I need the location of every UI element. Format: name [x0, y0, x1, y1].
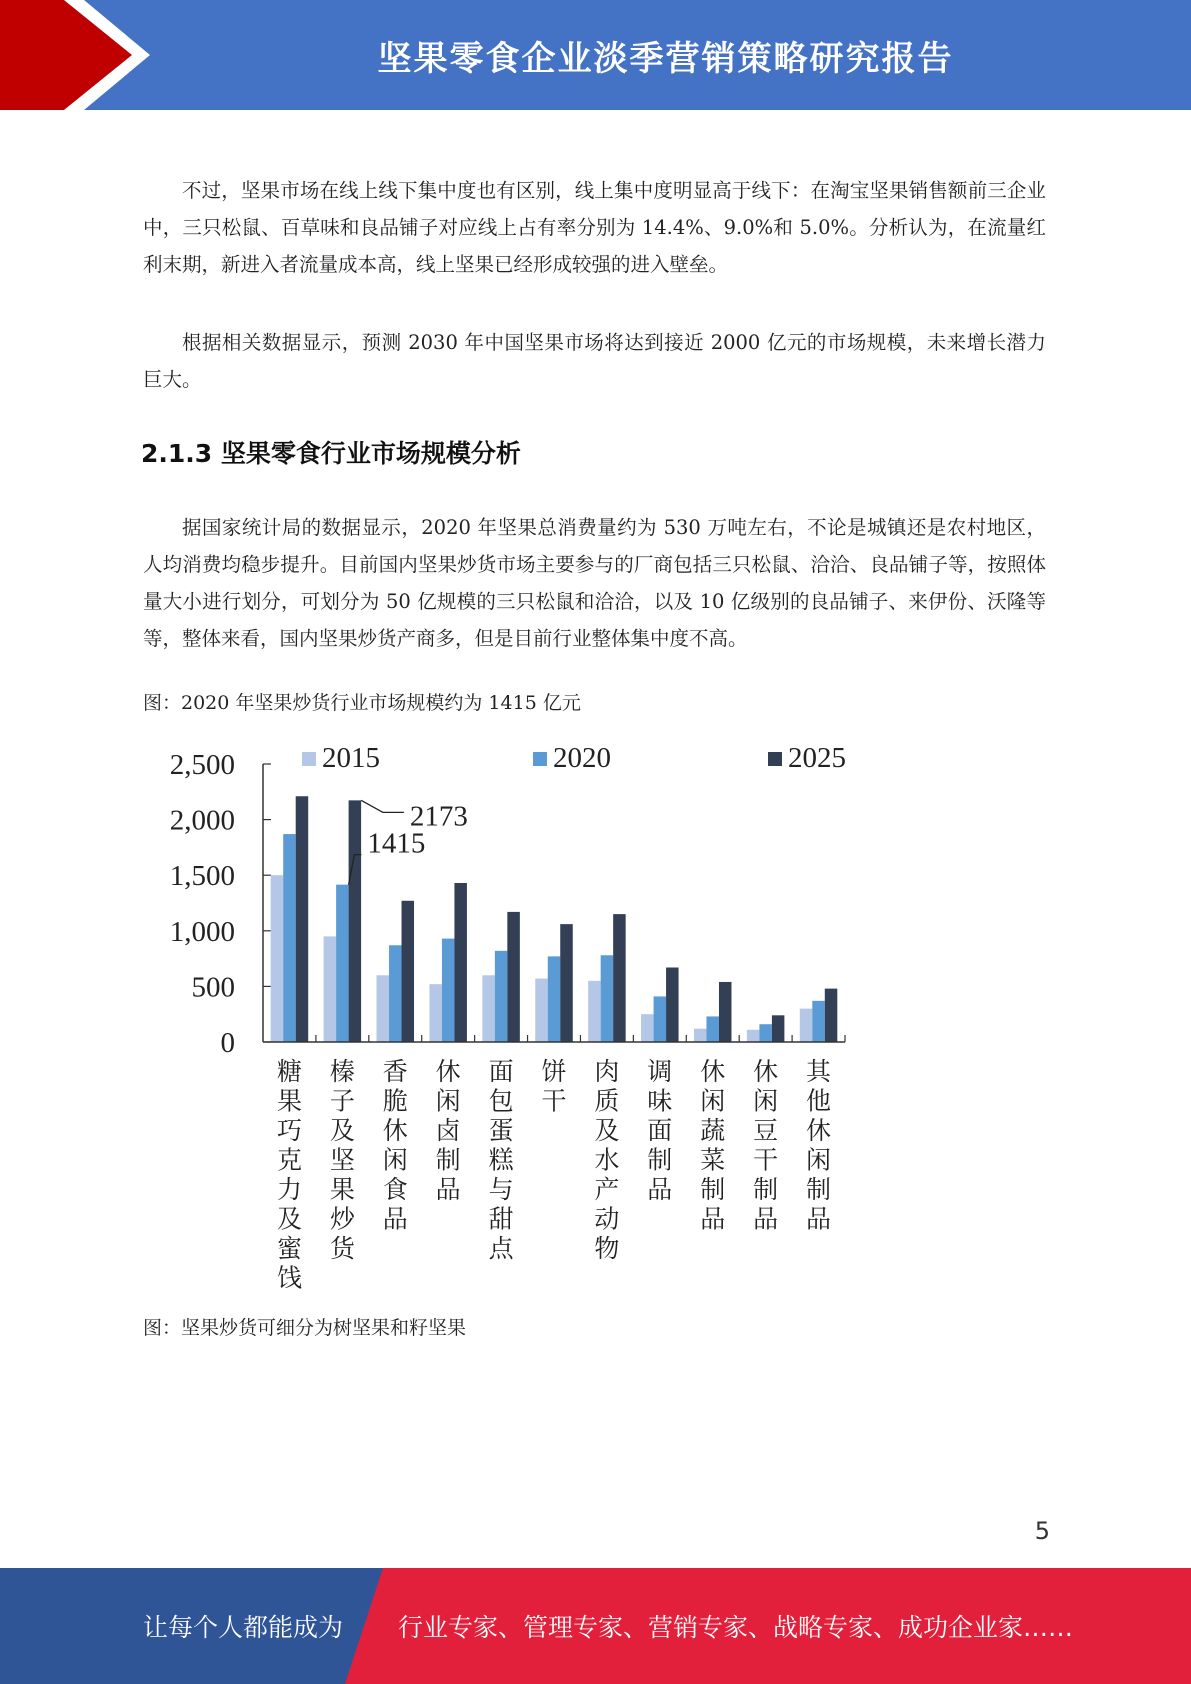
- legend-swatch-2015: [302, 752, 316, 766]
- x-category-label: 糖果巧克力及蜜饯: [276, 1059, 302, 1293]
- annotation-label: 1415: [367, 827, 426, 860]
- x-category-label: 休闲豆干制品: [753, 1059, 779, 1234]
- chart-annotations: [349, 800, 468, 884]
- x-category-label: 榛子及坚果炒货: [329, 1059, 355, 1263]
- footer-slogan-left: 让每个人都能成为: [143, 1613, 344, 1642]
- bar-2020: [442, 939, 455, 1042]
- annotation-label: 2173: [409, 800, 468, 833]
- legend-label-2025: 2025: [788, 742, 846, 774]
- legend-swatch-2020: [533, 752, 547, 766]
- footer-slogan-right: 行业专家、管理专家、营销专家、战略专家、成功企业家……: [398, 1613, 1074, 1642]
- legend-swatch-2025: [768, 752, 782, 766]
- bar-2015: [271, 875, 284, 1042]
- bar-2025: [772, 1015, 785, 1042]
- bar-2020: [389, 945, 402, 1042]
- bar-2025: [349, 800, 362, 1042]
- x-category-label: 饼干: [541, 1059, 567, 1116]
- legend-label-2015: 2015: [322, 742, 380, 774]
- annotation-leader-line: [361, 800, 404, 812]
- bar-2015: [588, 981, 601, 1042]
- bar-2020: [654, 996, 667, 1042]
- y-tick-label: 1,500: [169, 860, 235, 893]
- paragraph-market-forecast: 根据相关数据显示，预测 2030 年中国坚果市场将达到接近 2000 亿元的市场规模，未来增长潜力巨大。: [143, 331, 1046, 391]
- chart-caption: 图：2020 年坚果炒货行业市场规模约为 1415 亿元: [143, 692, 581, 714]
- bar-2015: [324, 936, 337, 1042]
- x-category-label: 休闲卤制品: [435, 1059, 461, 1204]
- paragraph-consumption-data: 据国家统计局的数据显示，2020 年坚果总消费量约为 530 万吨左右，不论是城镇还是农村地区，人均消费均稳步提升。目前国内坚果炒货市场主要参与的厂商包括三只松鼠、洽洽、良品铺子等，按照体量大小进行划分，可划分为 50 亿规模的三只松鼠和洽洽，以及 10 亿级别的良品铺子、来伊份、沃隆等等，整体来看，国内坚果炒货产商多，但是目前行业整体集中度不高。: [143, 516, 1046, 650]
- chart-x-axis: [263, 1035, 845, 1293]
- chart-bars: [271, 796, 838, 1042]
- y-tick-label: 500: [191, 971, 235, 1004]
- x-category-label: 肉质及水产动物: [594, 1059, 620, 1263]
- bar-2015: [800, 1009, 813, 1042]
- report-header: [0, 0, 1191, 110]
- bar-2020: [706, 1016, 719, 1042]
- bar-2015: [535, 979, 548, 1042]
- bar-2015: [641, 1014, 654, 1042]
- chart-y-axis: [170, 749, 271, 1059]
- y-tick-label: 0: [220, 1027, 235, 1059]
- page-number: 5: [1034, 1517, 1050, 1545]
- x-category-label: 休闲蔬菜制品: [700, 1059, 726, 1234]
- x-category-label: 香脆休闲食品: [382, 1059, 408, 1234]
- bar-2020: [283, 834, 296, 1042]
- x-category-label: 面包蛋糕与甜点: [488, 1059, 514, 1263]
- bar-2015: [377, 975, 390, 1042]
- header-arrow-decoration: [0, 0, 160, 110]
- bar-2015: [694, 1029, 707, 1042]
- bar-2025: [825, 989, 838, 1042]
- legend-label-2020: 2020: [553, 742, 611, 774]
- bar-2025: [560, 924, 573, 1042]
- next-figure-caption: 图：坚果炒货可细分为树坚果和籽坚果: [143, 1317, 467, 1339]
- x-category-label: 调味面制品: [647, 1059, 673, 1204]
- bar-2015: [747, 1030, 760, 1042]
- bar-2020: [812, 1001, 825, 1042]
- bar-2015: [429, 984, 442, 1042]
- bar-2020: [548, 956, 561, 1042]
- report-footer: [0, 1568, 1191, 1684]
- bar-2025: [454, 883, 467, 1042]
- bar-2020: [336, 885, 349, 1042]
- bar-2015: [482, 975, 495, 1042]
- report-title: 坚果零食企业淡季营销策略研究报告: [377, 38, 954, 79]
- bar-2025: [613, 914, 626, 1042]
- bar-2025: [666, 967, 679, 1042]
- y-tick-label: 2,000: [169, 804, 235, 837]
- bar-2025: [296, 796, 309, 1042]
- section-heading: 2.1.3 坚果零食行业市场规模分析: [141, 439, 521, 468]
- y-tick-label: 1,000: [169, 915, 235, 948]
- bar-2025: [507, 912, 520, 1042]
- y-tick-label: 2,500: [169, 749, 235, 781]
- x-category-label: 其他休闲制品: [806, 1059, 832, 1234]
- market-size-bar-chart: [140, 730, 880, 1305]
- bar-2020: [495, 951, 508, 1042]
- bar-2025: [402, 901, 415, 1042]
- bar-2020: [601, 955, 614, 1042]
- bar-2025: [719, 982, 732, 1042]
- chart-legend: [302, 742, 846, 774]
- bar-2020: [759, 1024, 772, 1042]
- paragraph-online-concentration: 不过，坚果市场在线上线下集中度也有区别，线上集中度明显高于线下：在淘宝坚果销售额前三企业中，三只松鼠、百草味和良品铺子对应线上占有率分别为 14.4%、9.0%和 5.0%。分析认为，在流量红利末期，新进入者流量成本高，线上坚果已经形成较强的进入壁垒。: [143, 179, 1046, 276]
